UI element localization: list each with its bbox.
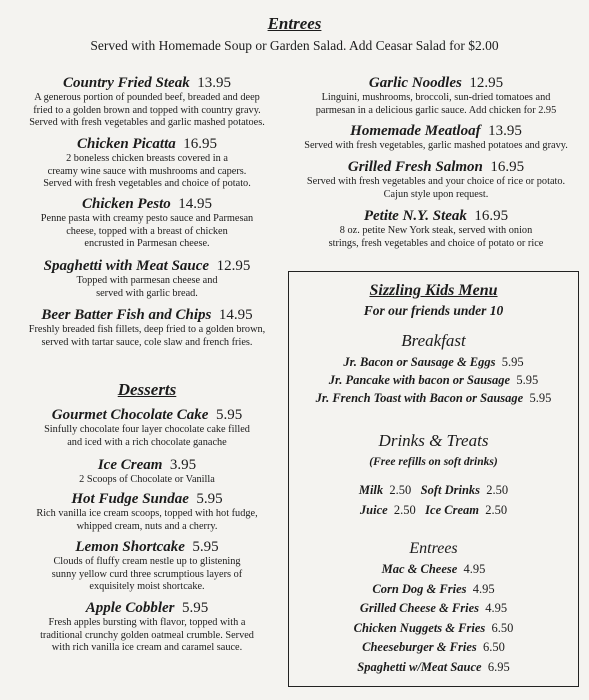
list-item: Spaghetti w/Meat Sauce 6.95 — [357, 659, 510, 674]
list-item: Milk 2.50 Soft Drinks 2.50 — [358, 483, 509, 497]
list-item: Corn Dog & Fries 4.95 — [372, 581, 495, 596]
dessert-hot-fudge-sundae: Hot Fudge Sundae 5.95 Rich vanilla ice cream scoops, topped with hot fudge, whipped cream, nuts and a cherry. — [36, 491, 258, 532]
kids-menu-box — [288, 271, 579, 687]
entrees-heading: Entrees — [267, 14, 322, 33]
drinks-note: (Free refills on soft drinks) — [369, 456, 498, 468]
dessert-chocolate-cake: Gourmet Chocolate Cake 5.95 Sinfully chocolate four layer chocolate cake filled and iced with a rich chocolate ganache — [44, 407, 250, 448]
kids-entrees-list — [289, 560, 578, 677]
entree-chicken-pesto: Chicken Pesto 14.95 Penne pasta with creamy pesto sauce and Parmesan cheese, topped with a breast of chicken encrusted in Parmesan cheese. — [40, 196, 254, 250]
entree-garlic-noodles: Garlic Noodles 12.95 Linguini, mushrooms, broccoli, sun-dried tomatoes and parmesan in a delicious garlic sauce. Add chicken for 2.95 — [315, 75, 557, 116]
kids-menu-title: Sizzling Kids Menu — [369, 282, 498, 299]
entree-grilled-salmon: Grilled Fresh Salmon 16.95 Served with fresh vegetables and your choice of rice or potato. Cajun style upon request. — [306, 159, 566, 200]
entree-petite-ny-steak: Petite N.Y. Steak 16.95 8 oz. petite New York steak, served with onion strings, fresh vegetables and choice of potato or rice — [328, 208, 544, 249]
dessert-apple-cobbler: Apple Cobbler 5.95 Fresh apples bursting with flavor, topped with a traditional crunchy golden oatmeal crumble. Served with rich vanilla ice cream and caramel sauce. — [40, 600, 254, 654]
entree-spaghetti-meat-sauce: Spaghetti with Meat Sauce 12.95 Topped with parmesan cheese and served with garlic bread. — [43, 258, 251, 299]
drinks-list — [289, 480, 578, 520]
list-item: Chicken Nuggets & Fries 6.50 — [353, 620, 514, 635]
list-item: Jr. Bacon or Sausage & Eggs 5.95 — [343, 355, 524, 369]
list-item: Juice 2.50 Ice Cream 2.50 — [359, 503, 508, 517]
list-item: Jr. Pancake with bacon or Sausage 5.95 — [328, 373, 539, 387]
dessert-lemon-shortcake: Lemon Shortcake 5.95 Clouds of fluffy cream nestle up to glistening sunny yellow curd three scrumptious layers of exquisitely moist shortcake. — [51, 539, 243, 593]
entree-country-fried-steak: Country Fried Steak 13.95 A generous portion of pounded beef, breaded and deep fried to a golden brown and topped with country gravy. Served with fresh vegetables and garlic mashed potatoes. — [29, 75, 265, 129]
drinks-heading: Drinks & Treats — [378, 431, 489, 450]
breakfast-list — [289, 353, 578, 407]
desserts-heading: Desserts — [117, 380, 177, 399]
served-note: Served with Homemade Soup or Garden Salad. Add Ceasar Salad for $2.00 — [90, 38, 499, 53]
list-item: Mac & Cheese 4.95 — [381, 562, 486, 576]
list-item: Jr. French Toast with Bacon or Sausage 5.95 — [315, 391, 552, 405]
breakfast-heading: Breakfast — [401, 331, 466, 350]
list-item: Cheeseburger & Fries 6.50 — [362, 640, 505, 654]
kids-menu-subtitle: For our friends under 10 — [363, 303, 504, 318]
list-item: Grilled Cheese & Fries 4.95 — [359, 601, 508, 615]
entree-homemade-meatloaf: Homemade Meatloaf 13.95 Served with fresh vegetables, garlic mashed potatoes and gravy. — [304, 123, 568, 151]
kids-entrees-heading: Entrees — [409, 540, 458, 557]
entree-chicken-picatta: Chicken Picatta 16.95 2 boneless chicken breasts covered in a creamy wine sauce with mushrooms and capers. Served with fresh vegetables and choice of potato. — [43, 136, 251, 190]
dessert-ice-cream: Ice Cream 3.95 2 Scoops of Chocolate or Vanilla — [79, 457, 215, 485]
entree-fish-and-chips: Beer Batter Fish and Chips 14.95 Freshly breaded fish fillets, deep fried to a golden brown, served with tartar sauce, cole slaw and french fries. — [28, 307, 266, 348]
